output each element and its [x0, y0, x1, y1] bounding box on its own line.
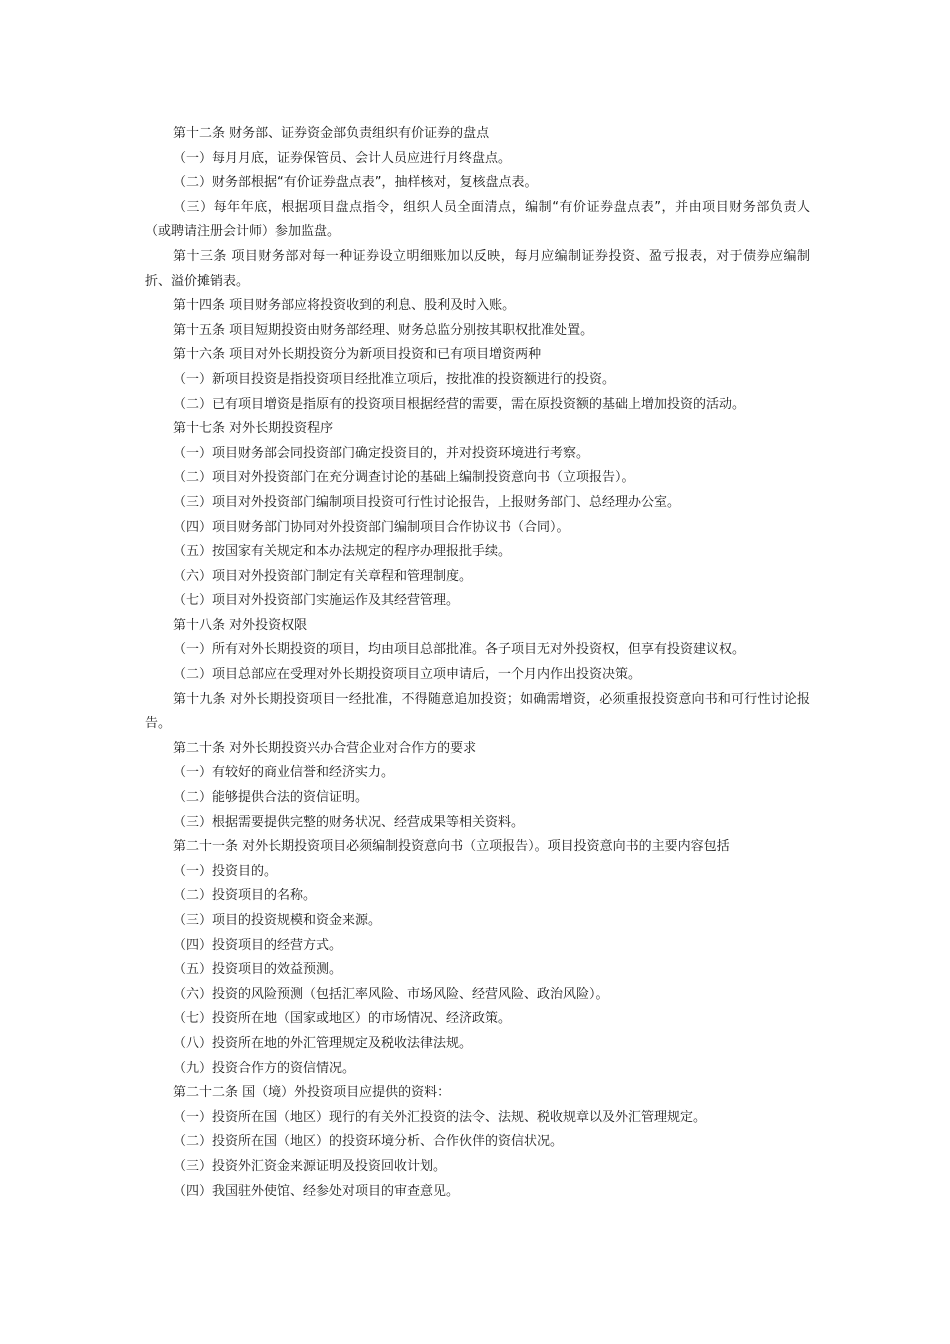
article-17-item-7: （七）项目对外投资部门实施运作及其经营管理。: [173, 593, 460, 609]
article-21-item-9: （九）投资合作方的资信情况。: [173, 1060, 356, 1076]
article-17-heading: 第十七条 对外长期投资程序: [173, 421, 334, 437]
article-20-heading: 第二十条 对外长期投资兴办合营企业对合作方的要求: [173, 740, 477, 756]
article-14: 第十四条 项目财务部应将投资收到的利息、股利及时入账。: [173, 298, 516, 314]
article-18-heading: 第十八条 对外投资权限: [173, 617, 308, 633]
article-21-item-6: （六）投资的风险预测（包括汇率风险、市场风险、经营风险、政治风险）。: [173, 986, 609, 1002]
article-12-heading: 第十二条 财务部、证券资金部负责组织有价证券的盘点: [173, 126, 490, 141]
article-12-item-2: （二）财务部根据“有价证券盘点表”，抽样核对，复核盘点表。: [173, 175, 538, 191]
article-21-item-1: （一）投资目的。: [173, 863, 278, 879]
article-18-item-2: （二）项目总部应在受理对外长期投资项目立项申请后，一个月内作出投资决策。: [173, 667, 642, 683]
article-19: 第十九条 对外长期投资项目一经批准，不得随意追加投资；如确需增资，必须重报投资意向书和可行性讨论报告。: [145, 691, 810, 732]
article-17-item-5: （五）按国家有关规定和本办法规定的程序办理报批手续。: [173, 544, 512, 560]
article-22-item-3: （三）投资外汇资金来源证明及投资回收计划。: [173, 1158, 447, 1174]
article-21-item-3: （三）项目的投资规模和资金来源。: [173, 913, 382, 928]
article-17-item-3: （三）项目对外投资部门编制项目投资可行性讨论报告，上报财务部门、总经理办公室。: [173, 494, 681, 510]
document-page: [145, 122, 810, 1204]
article-21-item-7: （七）投资所在地（国家或地区）的市场情况、经济政策。: [173, 1011, 512, 1027]
article-16-item-1: （一）新项目投资是指投资项目经批准立项后，按批准的投资额进行的投资。: [173, 371, 616, 387]
article-16-item-2: （二）已有项目增资是指原有的投资项目根据经营的需要，需在原投资额的基础上增加投资的活动。: [173, 396, 746, 412]
article-22-item-4: （四）我国驻外使馆、经参处对项目的审查意见。: [173, 1183, 460, 1199]
article-17-item-1: （一）项目财务部会同投资部门确定投资目的，并对投资环境进行考察。: [173, 445, 590, 461]
article-15: 第十五条 项目短期投资由财务部经理、财务总监分别按其职权批准处置。: [173, 322, 594, 338]
article-20-item-1: （一）有较好的商业信誉和经济实力。: [173, 765, 395, 781]
article-21-item-5: （五）投资项目的效益预测。: [173, 962, 343, 978]
article-22-heading: 第二十二条 国（境）外投资项目应提供的资料：: [173, 1085, 451, 1101]
article-17-item-4: （四）项目财务部门协同对外投资部门编制项目合作协议书（合同）。: [173, 519, 570, 535]
article-18-item-1: （一）所有对外长期投资的项目，均由项目总部批准。各子项目无对外投资权，但享有投资建议权。: [173, 642, 746, 658]
article-12-item-3: （三）每年年底，根据项目盘点指令，组织人员全面清点，编制“有价证券盘点表”，并由项目财务部负责人（或聘请注册会计师）参加监盘。: [145, 199, 810, 240]
article-21-item-8: （八）投资所在地的外汇管理规定及税收法律法规。: [173, 1035, 473, 1051]
article-21-heading: 第二十一条 对外长期投资项目必须编制投资意向书（立项报告）。项目投资意向书的主要内容包括: [173, 839, 730, 855]
article-13: 第十三条 项目财务部对每一种证券设立明细账加以反映，每月应编制证券投资、盈亏报表，对于债券应编制折、溢价摊销表。: [145, 248, 810, 289]
article-21-item-2: （二）投资项目的名称。: [173, 888, 317, 904]
article-21-item-4: （四）投资项目的经营方式。: [173, 937, 343, 953]
article-20-item-2: （二）能够提供合法的资信证明。: [173, 790, 369, 806]
article-20-item-3: （三）根据需要提供完整的财务状况、经营成果等相关资料。: [173, 814, 525, 830]
article-12-item-1: （一）每月月底，证券保管员、会计人员应进行月终盘点。: [173, 150, 512, 166]
article-17-item-2: （二）项目对外投资部门在充分调查讨论的基础上编制投资意向书（立项报告）。: [173, 470, 635, 486]
article-16-heading: 第十六条 项目对外长期投资分为新项目投资和已有项目增资两种: [173, 347, 542, 363]
article-17-item-6: （六）项目对外投资部门制定有关章程和管理制度。: [173, 568, 473, 584]
article-22-item-1: （一）投资所在国（地区）现行的有关外汇投资的法令、法规、税收规章以及外汇管理规定。: [173, 1109, 707, 1125]
article-22-item-2: （二）投资所在国（地区）的投资环境分析、合作伙伴的资信状况。: [173, 1134, 564, 1150]
